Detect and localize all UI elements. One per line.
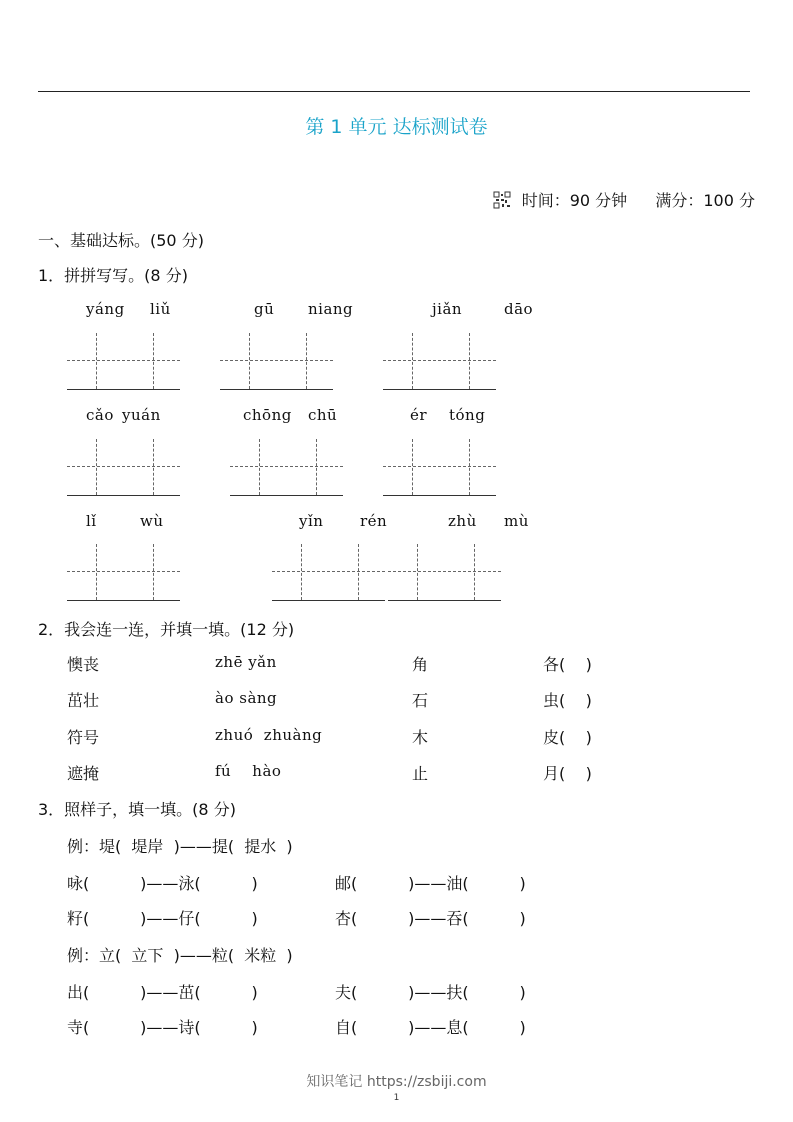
match-word: 遮掩 [67, 764, 100, 783]
fill-blank[interactable]: 籽( )——仔( ) [67, 909, 258, 928]
question-2-title: 2．我会连一连，并填一填。(12 分) [38, 620, 295, 639]
radical: 木 [412, 728, 429, 747]
radical: 止 [412, 764, 429, 783]
pinyin: mù [504, 512, 529, 530]
match-pinyin: zhuó zhuàng [215, 726, 323, 744]
writing-grid[interactable] [67, 544, 180, 601]
fill-blank[interactable]: 虫( ) [543, 691, 592, 710]
writing-grid[interactable] [388, 544, 501, 601]
fill-blank[interactable]: 出( )——茁( ) [67, 983, 258, 1002]
time-limit: 时间：90 分钟 [521, 191, 628, 210]
fill-blank[interactable]: 皮( ) [543, 728, 592, 747]
writing-grid[interactable] [67, 333, 180, 390]
radical: 石 [412, 691, 429, 710]
fill-blank[interactable]: 杏( )——吞( ) [335, 909, 526, 928]
pinyin: wù [140, 512, 164, 530]
header-rule [38, 91, 750, 92]
radical: 角 [412, 655, 429, 674]
pinyin: yǐn [299, 512, 324, 530]
pinyin: liǔ [150, 300, 171, 318]
page-title: 第 1 单元 达标测试卷 [305, 116, 488, 138]
match-pinyin: ào sàng [215, 689, 278, 707]
section-title: 一、基础达标。(50 分) [38, 231, 204, 250]
pinyin: chū [308, 406, 338, 424]
fill-blank[interactable]: 月( ) [543, 764, 592, 783]
writing-grid[interactable] [67, 439, 180, 496]
pinyin: zhù [448, 512, 477, 530]
example-line: 例：堤( 堤岸 )——提( 提水 ) [67, 837, 293, 856]
page-number: 1 [393, 1093, 400, 1103]
writing-grid[interactable] [272, 544, 385, 601]
match-word: 懊丧 [67, 655, 100, 674]
fill-blank[interactable]: 邮( )——油( ) [335, 874, 526, 893]
footer-watermark: 知识笔记 https://zsbiji.com [306, 1074, 487, 1090]
match-word: 茁壮 [67, 691, 100, 710]
fill-blank[interactable]: 自( )——息( ) [335, 1018, 526, 1037]
example-line: 例：立( 立下 )——粒( 米粒 ) [67, 946, 293, 965]
pinyin: cǎo [86, 406, 114, 424]
qr-code-icon [493, 191, 511, 209]
pinyin: jiǎn [432, 300, 463, 318]
pinyin: yuán [122, 406, 161, 424]
pinyin: lǐ [86, 512, 97, 530]
pinyin: ér [410, 406, 428, 424]
full-score: 满分：100 分 [655, 191, 755, 210]
writing-grid[interactable] [383, 439, 496, 496]
pinyin: chōng [243, 406, 292, 424]
pinyin: yáng [86, 300, 125, 318]
writing-grid[interactable] [383, 333, 496, 390]
exam-meta [493, 188, 755, 211]
writing-grid[interactable] [230, 439, 343, 496]
match-pinyin: fú hào [215, 762, 282, 780]
pinyin: niang [308, 300, 354, 318]
pinyin: dāo [504, 300, 534, 318]
fill-blank[interactable]: 各( ) [543, 655, 592, 674]
writing-grid[interactable] [220, 333, 333, 390]
fill-blank[interactable]: 咏( )——泳( ) [67, 874, 258, 893]
question-1-title: 1．拼拼写写。(8 分) [38, 266, 188, 285]
pinyin: rén [360, 512, 388, 530]
pinyin: gū [254, 300, 275, 318]
match-word: 符号 [67, 728, 100, 747]
match-pinyin: zhē yǎn [215, 653, 277, 671]
fill-blank[interactable]: 夫( )——扶( ) [335, 983, 526, 1002]
pinyin: tóng [449, 406, 486, 424]
question-3-title: 3．照样子，填一填。(8 分) [38, 800, 236, 819]
fill-blank[interactable]: 寺( )——诗( ) [67, 1018, 258, 1037]
